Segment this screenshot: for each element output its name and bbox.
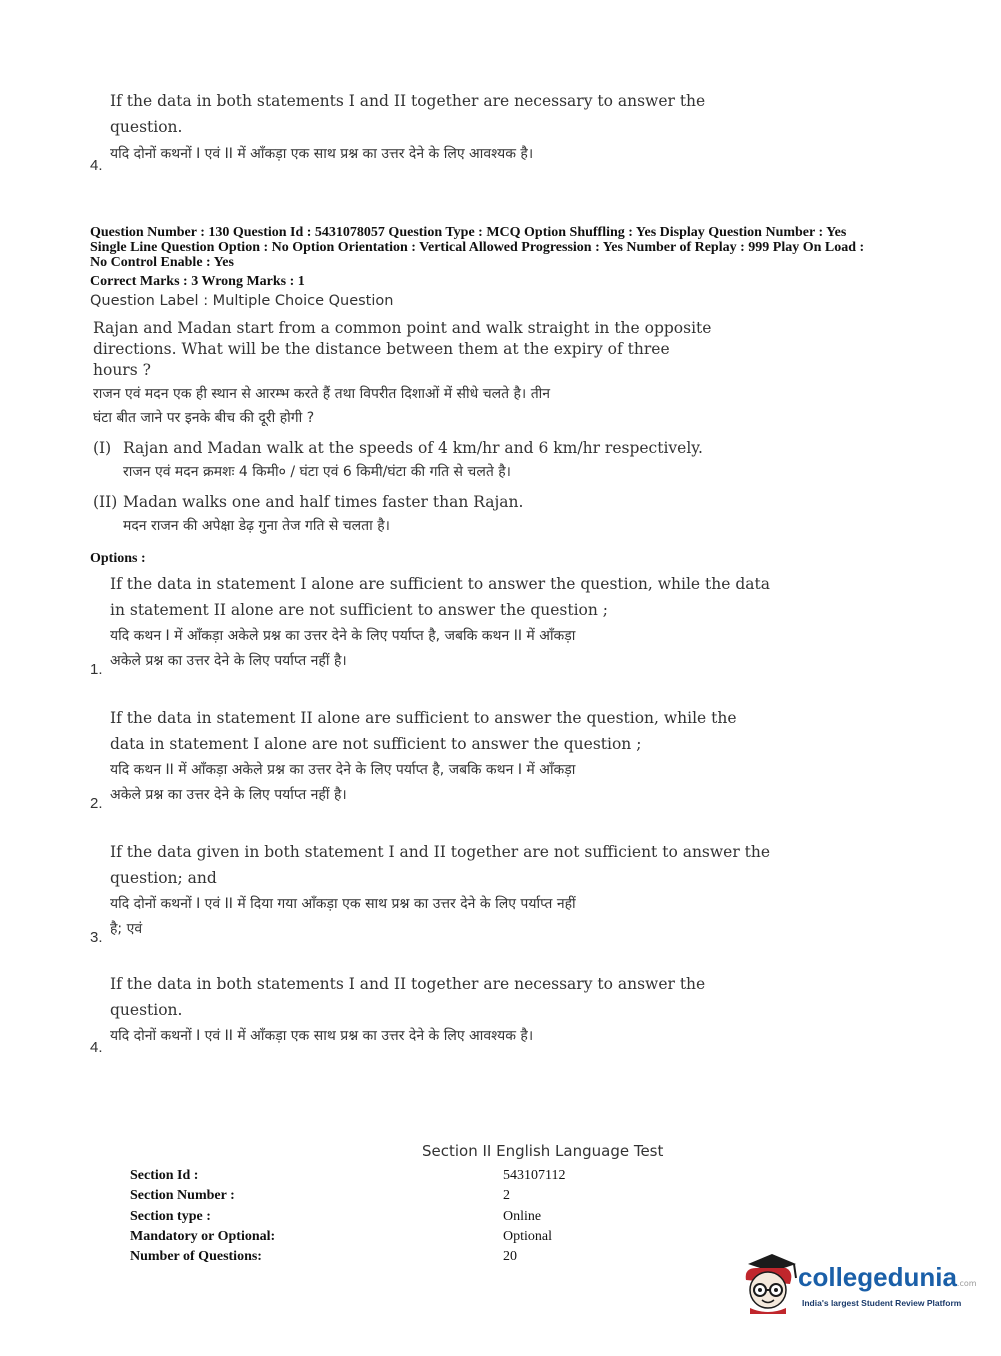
statement-1-en: Rajan and Madan walk at the speeds of 4 km/hr and 6 km/hr respectively. bbox=[123, 439, 703, 457]
section-row-id bbox=[130, 1168, 690, 1188]
section-info-table bbox=[130, 1168, 690, 1269]
section-row-mandatory bbox=[130, 1229, 690, 1249]
question-en-line2: directions. What will be the distance between them at the expiry of three bbox=[93, 340, 670, 358]
collegedunia-logo[interactable] bbox=[740, 1250, 977, 1320]
question-hi-line2: घंटा बीत जाने पर इनके बीच की दूरी होगी ? bbox=[93, 410, 315, 426]
statement-1-number: (I) bbox=[93, 439, 112, 457]
top-option-en-line2: question. bbox=[110, 118, 183, 136]
top-option-en-line1: If the data in both statements I and II together are necessary to answer the bbox=[110, 92, 706, 110]
question-marks: Correct Marks : 3 Wrong Marks : 1 bbox=[90, 274, 305, 289]
question-en-line3: hours ? bbox=[93, 361, 151, 379]
top-option-number: 4. bbox=[90, 157, 103, 174]
option-1-hi-line1: यदि कथन I में आँकड़ा अकेले प्रश्न का उत्तर देने के लिए पर्याप्त है, जबकि कथन II में आँकड़ा bbox=[110, 628, 576, 644]
section-title: Section II English Language Test bbox=[422, 1142, 664, 1160]
section-questions-key: Number of Questions: bbox=[130, 1249, 262, 1265]
question-en-line1: Rajan and Madan start from a common point and walk straight in the opposite bbox=[93, 319, 712, 337]
option-3-number: 3. bbox=[90, 929, 103, 946]
section-questions-value: 20 bbox=[503, 1249, 517, 1265]
question-hi-line1: राजन एवं मदन एक ही स्थान से आरम्भ करते हैं तथा विपरीत दिशाओं में सीधे चलते है। तीन bbox=[93, 386, 551, 402]
logo-tagline: India's largest Student Review Platform bbox=[802, 1298, 962, 1308]
option-1-en-line2: in statement II alone are not sufficient to answer the question ; bbox=[110, 601, 608, 619]
logo-name: collegedunia bbox=[798, 1262, 957, 1292]
question-meta-line3: No Control Enable : Yes bbox=[90, 255, 234, 270]
statement-1-hi: राजन एवं मदन क्रमशः 4 किमी० / घंटा एवं 6 किमी/घंटा की गति से चलते है। bbox=[123, 464, 511, 480]
logo-wordmark bbox=[798, 1262, 977, 1293]
section-type-value: Online bbox=[503, 1208, 542, 1224]
section-row-number bbox=[130, 1188, 690, 1208]
option-3-hi-line2: है; एवं bbox=[110, 921, 143, 937]
option-4-en-line2: question. bbox=[110, 1001, 183, 1019]
question-meta bbox=[90, 225, 920, 270]
section-id-key: Section Id : bbox=[130, 1168, 199, 1183]
section-number-key: Section Number : bbox=[130, 1188, 235, 1204]
logo-suffix: .com bbox=[956, 1279, 977, 1288]
statement-2-en: Madan walks one and half times faster than Rajan. bbox=[123, 493, 524, 511]
question-label: Question Label : Multiple Choice Question bbox=[90, 293, 394, 309]
option-2-number: 2. bbox=[90, 795, 103, 812]
section-mandatory-value: Optional bbox=[503, 1228, 552, 1244]
statement-2-number: (II) bbox=[93, 493, 118, 511]
option-2-en-line2: data in statement I alone are not sufficient to answer the question ; bbox=[110, 735, 642, 753]
question-meta-line2: Single Line Question Option : No Option Orientation : Vertical Allowed Progression : Yes Number of Replay : 999 Play On Load : bbox=[90, 240, 865, 255]
option-4-hi-line1: यदि दोनों कथनों I एवं II में आँकड़ा एक साथ प्रश्न का उत्तर देने के लिए आवश्यक है। bbox=[110, 1028, 534, 1044]
option-4-en-line1: If the data in both statements I and II together are necessary to answer the bbox=[110, 975, 706, 993]
section-id-value: 543107112 bbox=[503, 1168, 566, 1183]
section-mandatory-key: Mandatory or Optional: bbox=[130, 1228, 276, 1244]
option-2-hi-line1: यदि कथन II में आँकड़ा अकेले प्रश्न का उत्तर देने के लिए पर्याप्त है, जबकि कथन I में आँकड़ा bbox=[110, 762, 576, 778]
student-mascot-icon bbox=[740, 1250, 800, 1314]
section-row-questions bbox=[130, 1249, 690, 1269]
question-meta-line1: Question Number : 130 Question Id : 5431078057 Question Type : MCQ Option Shuffling : Yes Display Question Number : Yes bbox=[90, 225, 847, 240]
option-1-en-line1: If the data in statement I alone are sufficient to answer the question, while the data bbox=[110, 575, 770, 593]
option-2-en-line1: If the data in statement II alone are sufficient to answer the question, while the bbox=[110, 709, 737, 727]
section-row-type bbox=[130, 1209, 690, 1229]
option-3-hi-line1: यदि दोनों कथनों I एवं II में दिया गया आँकड़ा एक साथ प्रश्न का उत्तर देने के लिए पर्याप्त नहीं bbox=[110, 896, 576, 912]
option-4-number: 4. bbox=[90, 1039, 103, 1056]
option-1-hi-line2: अकेले प्रश्न का उत्तर देने के लिए पर्याप्त नहीं है। bbox=[110, 653, 347, 669]
option-3-en-line2: question; and bbox=[110, 869, 217, 887]
option-2-hi-line2: अकेले प्रश्न का उत्तर देने के लिए पर्याप्त नहीं है। bbox=[110, 787, 347, 803]
top-option-hi-line1: यदि दोनों कथनों I एवं II में आँकड़ा एक साथ प्रश्न का उत्तर देने के लिए आवश्यक है। bbox=[110, 146, 534, 162]
question-text bbox=[93, 318, 713, 430]
option-1-number: 1. bbox=[90, 661, 103, 678]
options-heading: Options : bbox=[90, 551, 146, 566]
option-3-en-line1: If the data given in both statement I and II together are not sufficient to answer the bbox=[110, 843, 771, 861]
statement-2-hi: मदन राजन की अपेक्षा डेढ़ गुना तेज गति से चलता है। bbox=[123, 518, 390, 534]
section-type-key: Section type : bbox=[130, 1208, 211, 1224]
section-number-value: 2 bbox=[503, 1188, 510, 1204]
